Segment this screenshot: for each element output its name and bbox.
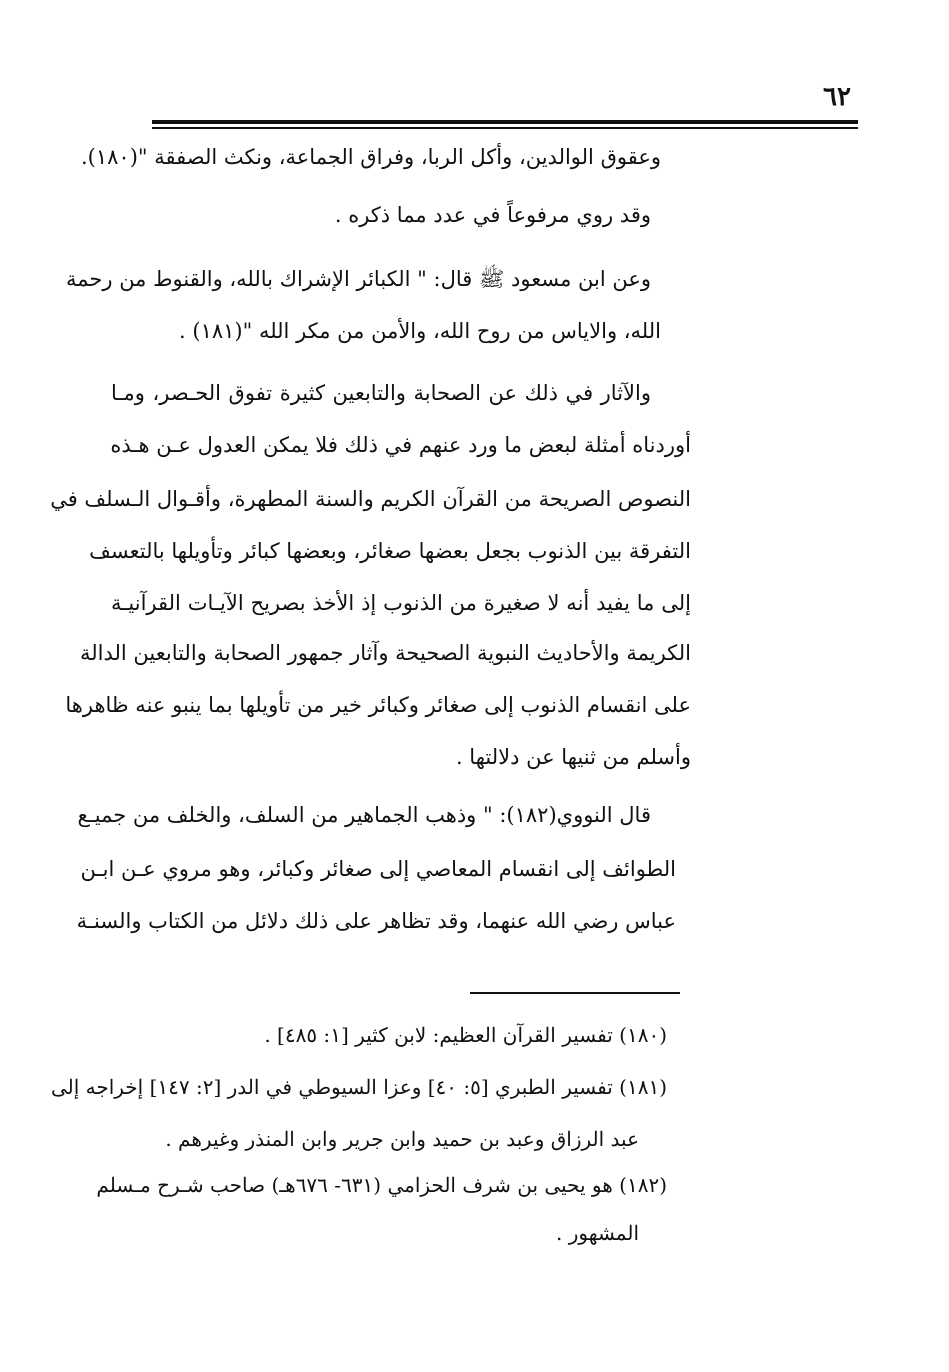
text-line: النصوص الصريحة من القرآن الكريم والسنة المطهرة، وأقـوال الـسلف في: [50, 487, 691, 511]
text-line: الطوائف إلى انقسام المعاصي إلى صغائر وكبائر، وهو مروي عـن ابـن: [80, 857, 676, 881]
text-line: الكريمة والأحاديث النبوية الصحيحة وآثار جمهور الصحابة والتابعين الدالة: [79, 641, 691, 665]
text-line: قال النووي(١٨٢): " وذهب الجماهير من السلف، والخلف من جميـع: [77, 803, 651, 827]
text-line: أوردناه أمثلة لبعض ما ورد عنهم في ذلك فلا يمكن العدول عـن هـذه: [110, 433, 691, 457]
footnote-line: عبد الرزاق وعبد بن حميد وابن جرير وابن المنذر وغيرهم .: [165, 1127, 639, 1151]
footnote-separator: [470, 992, 680, 994]
text-line: عباس رضي الله عنهما، وقد تظاهر على ذلك دلائل من الكتاب والسنـة: [76, 909, 676, 933]
text-line: إلى ما يفيد أنه لا صغيرة من الذنوب إذ الأخذ بصريح الآيـات القرآنيـة: [111, 591, 691, 615]
text-line: التفرقة بين الذنوب بجعل بعضها صغائر، وبعضها كبائر وتأويلها بالتعسف: [89, 539, 691, 563]
text-line: وقد روي مرفوعاً في عدد مما ذكره .: [334, 203, 651, 227]
text-line: وعقوق الوالدين، وأكل الربا، وفراق الجماعة، ونكث الصفقة "(١٨٠).: [80, 145, 661, 169]
footnote-line: المشهور .: [556, 1221, 639, 1245]
text-line: والآثار في ذلك عن الصحابة والتابعين كثيرة تفوق الحـصر، ومـا: [111, 381, 651, 405]
text-line: وأسلم من ثنيها عن دلالتها .: [455, 745, 691, 769]
text-line: وعن ابن مسعود ﷺ قال: " الكبائر الإشراك بالله، والقنوط من رحمة: [66, 267, 651, 291]
page-number: ٦٢: [823, 82, 851, 112]
footnote-line: (١٨٢) هو يحيى بن شرف الحزامي (٦٣١- ٦٧٦هـ) صاحب شـرح مـسلم: [96, 1173, 667, 1197]
footnote-line: (١٨١) تفسير الطبري [٥: ٤٠] وعزا السيوطي في الدر [٢: ١٤٧] إخراجه إلى: [50, 1075, 667, 1099]
text-line: الله، والاياس من روح الله، والأمن من مكر الله "(١٨١) .: [179, 319, 661, 343]
header-rule-thin: [152, 127, 858, 129]
text-line: على انقسام الذنوب إلى صغائر وكبائر خير من تأويلها بما ينبو عنه ظاهرها: [65, 693, 691, 717]
header-rule-thick: [152, 120, 858, 124]
footnote-line: (١٨٠) تفسير القرآن العظيم: لابن كثير [١: ٤٨٥] .: [264, 1023, 667, 1047]
